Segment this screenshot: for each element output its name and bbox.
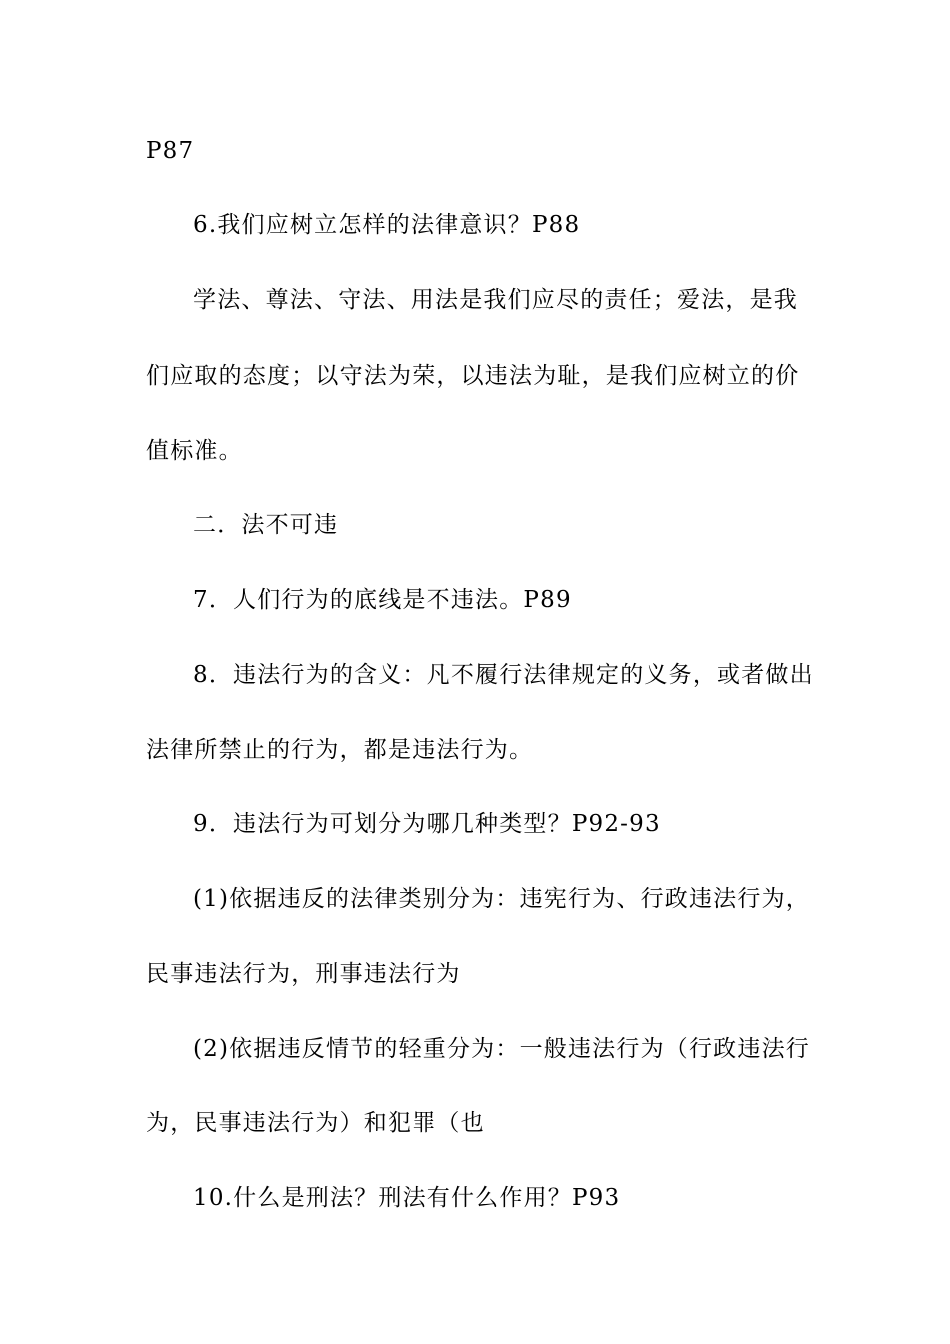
question-10-heading: 10.什么是刑法？刑法有什么作用？P93 [193,1185,621,1211]
answer-6-line-2: 们应取的态度；以守法为荣，以违法为耻，是我们应树立的价 [146,363,800,389]
answer-9-item-2-line-2: 为，民事违法行为）和犯罪（也 [146,1110,485,1136]
item-8-line-1: 8．违法行为的含义：凡不履行法律规定的义务，或者做出 [193,662,814,688]
item-7-text: 7．人们行为的底线是不违法。P89 [193,587,572,613]
answer-6-line-1: 学法、尊法、守法、用法是我们应尽的责任；爱法，是我 [193,287,798,313]
page-reference-text: P87 [146,138,195,164]
question-9-heading: 9．违法行为可划分为哪几种类型？P92-93 [193,811,661,837]
item-8-line-2: 法律所禁止的行为，都是违法行为。 [146,737,534,763]
section-heading: 二．法不可违 [193,512,339,538]
question-6-heading: 6.我们应树立怎样的法律意识？P88 [193,212,581,238]
answer-6-line-3: 值标准。 [146,438,243,464]
answer-9-item-2-line-1: (2)依据违反情节的轻重分为：一般违法行为（行政违法行 [193,1036,810,1062]
answer-9-item-1-line-1: (1)依据违反的法律类别分为：违宪行为、行政违法行为， [193,886,810,912]
answer-9-item-1-line-2: 民事违法行为，刑事违法行为 [146,961,461,987]
